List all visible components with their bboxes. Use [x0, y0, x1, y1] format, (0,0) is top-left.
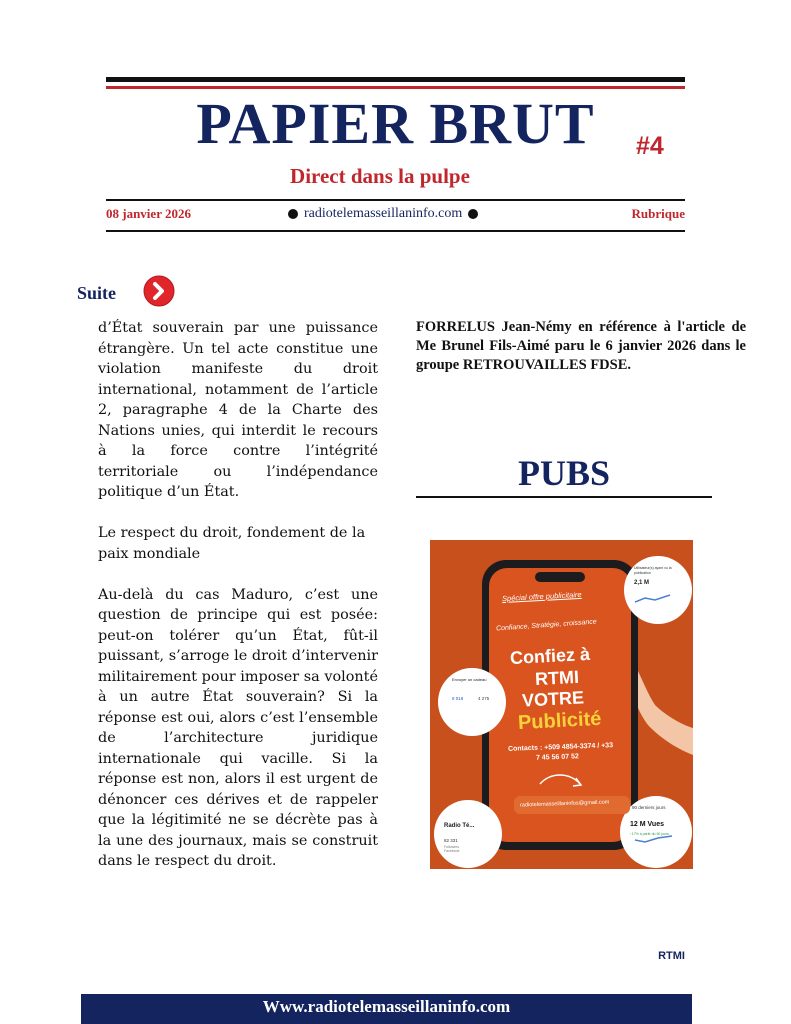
site-link[interactable]: radiotelemasseillaninfo.com	[304, 206, 463, 221]
issue-date: 08 janvier 2026	[106, 206, 191, 221]
article-attribution: FORRELUS Jean-Némy en référence à l'article de Me Brunel Fils-Aimé paru le 6 janvier 2026 dans le groupe RETROUVAILLES FDSE.	[416, 319, 746, 373]
masthead-title: PAPIER BRUT	[196, 91, 595, 156]
pubs-title: PUBS	[517, 453, 611, 493]
ad-headline-4: Publicité	[517, 707, 602, 735]
infobar-top-rule	[106, 199, 685, 201]
masthead-red-rule	[106, 86, 685, 89]
ad-special-offer: Spécial offre publicitaire	[501, 589, 582, 604]
bubble-bl-count: 82 331	[444, 838, 458, 843]
article-subheading: Le respect du droit, fondement de la paix mondiale	[98, 525, 366, 562]
ad-headline-1: Confiez à	[509, 643, 591, 669]
footer-url[interactable]: Www.radiotelemasseillaninfo.com	[81, 994, 692, 1024]
ad-contacts-1: Contacts : +509 4854-3374 / +33	[507, 742, 614, 753]
bullet-icon	[288, 209, 298, 219]
bullet-icon	[468, 209, 478, 219]
infobar-bottom-rule	[106, 230, 685, 232]
bubble-left-likes: 8 018	[452, 696, 464, 701]
ad-slogan: Confiance, Stratégie, croissance	[495, 618, 597, 633]
ad-poster[interactable]	[430, 540, 693, 869]
bubble-top-value: 2,1 M	[634, 580, 650, 586]
bubble-bl-sub: Followers Facebook	[444, 845, 460, 854]
bubble-br-growth: ↑17% à partir du 90 jours	[630, 832, 669, 836]
chevron-right-icon[interactable]	[143, 275, 175, 307]
section-label: Rubrique	[631, 206, 685, 221]
article-paragraph: Au-delà du cas Maduro, c’est une question de principe qui est posée: peut-on tolérer qu’un État, fût-il puissant, s’arroge le droit d’intervenir militairement pour imposer sa volonté à un autre État souverain? Si la réponse est oui, alors c’est l’ensemble de l’architecture juridique internationale qui vacille. Si la réponse est non, alors il est urgent de dénoncer ces dérives et de rappeler que la légitimité ne se décrète pas à la une des journaux, mais se construit dans le respect du droit.	[98, 586, 378, 869]
article-body	[98, 318, 378, 892]
ad-headline-3: VOTRE	[521, 687, 585, 711]
bubble-left-title: Envoyer un cadeau	[452, 677, 487, 682]
masthead-top-rule	[106, 77, 685, 82]
ad-contacts-2: 7 45 56 07 52	[535, 753, 579, 762]
issue-number: #4	[636, 132, 664, 160]
bubble-br-period: 90 derniers jours	[632, 805, 666, 810]
bubble-br-value: 12 M Vues	[630, 821, 664, 828]
bubble-bl-name: Radio Té...	[444, 823, 475, 829]
bubble-left-comments: 4 275	[478, 696, 490, 701]
article-paragraph: d’État souverain par une puissance étrangère. Un tel acte constitue une violation manifeste du droit international, notamment de l’article 2, paragraphe 4 de la Charte des Nations unies, qui interdit le recours à la force contre l’intégrité territoriale ou l’indépendance politique d’un État.	[98, 320, 378, 500]
ad-email[interactable]: radiotelemasseillaninfos@gmail.com	[519, 799, 610, 809]
ad-credit: RTMI	[658, 950, 685, 962]
infobar-site	[288, 206, 478, 222]
ad-headline-2: RTMI	[534, 666, 580, 690]
pubs-rule	[416, 496, 712, 498]
suite-label: Suite	[77, 283, 117, 303]
masthead-tagline: Direct dans la pulpe	[290, 164, 470, 188]
bubble-top-title: Utilisateur(s) ayant vu la publication	[634, 566, 672, 575]
